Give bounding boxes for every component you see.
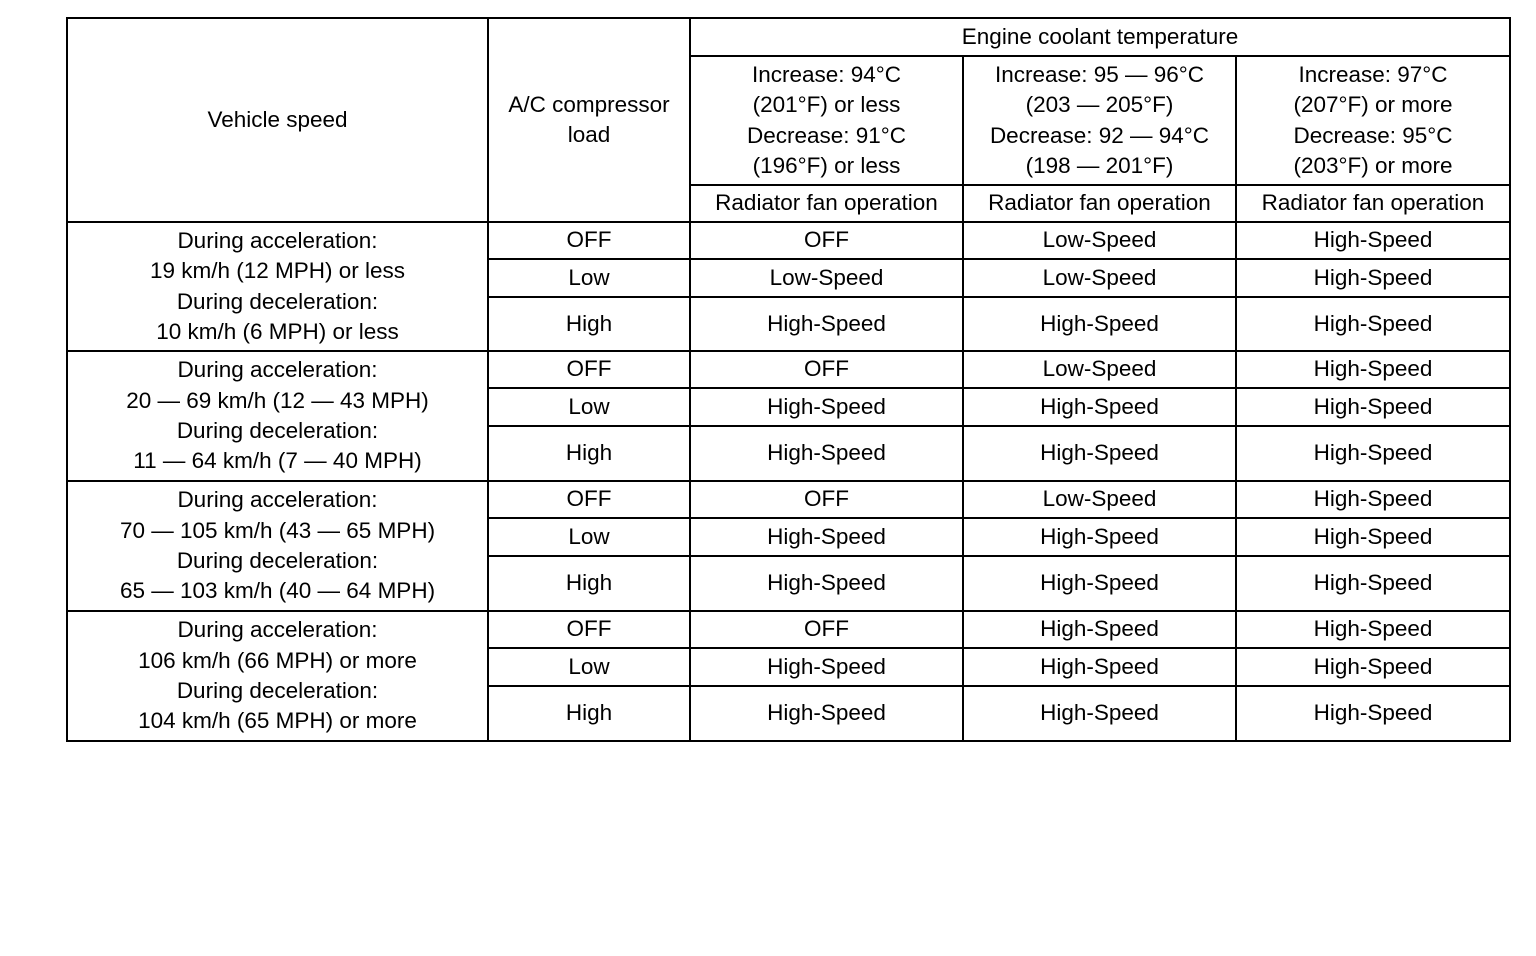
fan-operation-cell: High-Speed	[1236, 351, 1510, 388]
ac-load-cell: OFF	[488, 222, 690, 259]
ac-load-cell: OFF	[488, 351, 690, 388]
ac-load-cell: High	[488, 686, 690, 741]
fan-operation-cell: Low-Speed	[963, 222, 1236, 259]
fan-operation-cell: High-Speed	[1236, 222, 1510, 259]
fan-operation-label: Radiator fan operation	[690, 185, 963, 222]
ac-load-cell: High	[488, 426, 690, 481]
fan-operation-cell: High-Speed	[1236, 259, 1510, 297]
fan-operation-cell: High-Speed	[963, 518, 1236, 556]
fan-operation-cell: High-Speed	[1236, 611, 1510, 648]
fan-operation-cell: High-Speed	[1236, 686, 1510, 741]
table-row	[67, 351, 1510, 388]
fan-operation-cell: High-Speed	[963, 686, 1236, 741]
fan-operation-cell: Low-Speed	[963, 481, 1236, 518]
vehicle-speed-cell: During acceleration: 70 — 105 km/h (43 — 65 MPH) During deceleration: 65 — 103 km/h (40 — 64 MPH)	[67, 481, 488, 611]
fan-operation-cell: OFF	[690, 351, 963, 388]
table-row	[67, 611, 1510, 648]
fan-operation-label: Radiator fan operation	[1236, 185, 1510, 222]
fan-operation-cell: High-Speed	[690, 556, 963, 611]
fan-operation-cell: High-Speed	[1236, 297, 1510, 351]
vehicle-speed-cell: During acceleration: 106 km/h (66 MPH) or more During deceleration: 104 km/h (65 MPH) or more	[67, 611, 488, 741]
temperature-range-cell: Increase: 97°C (207°F) or more Decrease: 95°C (203°F) or more	[1236, 56, 1510, 185]
fan-operation-cell: OFF	[690, 611, 963, 648]
header-engine-coolant-temperature: Engine coolant temperature	[690, 18, 1510, 56]
fan-operation-cell: OFF	[690, 222, 963, 259]
fan-operation-cell: High-Speed	[963, 556, 1236, 611]
fan-operation-cell: High-Speed	[690, 648, 963, 686]
fan-operation-cell: OFF	[690, 481, 963, 518]
fan-operation-cell: Low-Speed	[963, 259, 1236, 297]
ac-load-cell: OFF	[488, 611, 690, 648]
ac-load-cell: Low	[488, 259, 690, 297]
fan-operation-cell: High-Speed	[1236, 426, 1510, 481]
fan-operation-cell: High-Speed	[963, 648, 1236, 686]
fan-operation-cell: High-Speed	[690, 686, 963, 741]
header-vehicle-speed: Vehicle speed	[67, 18, 488, 222]
fan-operation-cell: High-Speed	[1236, 481, 1510, 518]
ac-load-cell: OFF	[488, 481, 690, 518]
ac-load-cell: Low	[488, 648, 690, 686]
fan-operation-cell: High-Speed	[1236, 518, 1510, 556]
fan-operation-cell: High-Speed	[963, 297, 1236, 351]
fan-operation-cell: High-Speed	[1236, 648, 1510, 686]
vehicle-speed-cell: During acceleration: 20 — 69 km/h (12 — 43 MPH) During deceleration: 11 — 64 km/h (7 — 40 MPH)	[67, 351, 488, 481]
ac-load-cell: High	[488, 297, 690, 351]
fan-operation-label: Radiator fan operation	[963, 185, 1236, 222]
fan-operation-cell: High-Speed	[963, 611, 1236, 648]
temperature-range-cell: Increase: 94°C (201°F) or less Decrease: 91°C (196°F) or less	[690, 56, 963, 185]
fan-operation-cell: High-Speed	[1236, 388, 1510, 426]
vehicle-speed-cell: During acceleration: 19 km/h (12 MPH) or less During deceleration: 10 km/h (6 MPH) or less	[67, 222, 488, 351]
fan-operation-cell: Low-Speed	[963, 351, 1236, 388]
header-row-top	[67, 18, 1510, 56]
fan-operation-cell: High-Speed	[963, 388, 1236, 426]
radiator-fan-operation-table	[66, 17, 1511, 742]
fan-operation-cell: High-Speed	[963, 426, 1236, 481]
ac-load-cell: Low	[488, 388, 690, 426]
temperature-range-cell: Increase: 95 — 96°C (203 — 205°F) Decrease: 92 — 94°C (198 — 201°F)	[963, 56, 1236, 185]
header-ac-compressor-load: A/C compressor load	[488, 18, 690, 222]
fan-operation-cell: High-Speed	[690, 426, 963, 481]
fan-operation-cell: High-Speed	[690, 388, 963, 426]
ac-load-cell: High	[488, 556, 690, 611]
table-row	[67, 481, 1510, 518]
fan-operation-cell: High-Speed	[1236, 556, 1510, 611]
fan-operation-cell: High-Speed	[690, 297, 963, 351]
table-row	[67, 222, 1510, 259]
fan-operation-cell: High-Speed	[690, 518, 963, 556]
ac-load-cell: Low	[488, 518, 690, 556]
fan-operation-cell: Low-Speed	[690, 259, 963, 297]
